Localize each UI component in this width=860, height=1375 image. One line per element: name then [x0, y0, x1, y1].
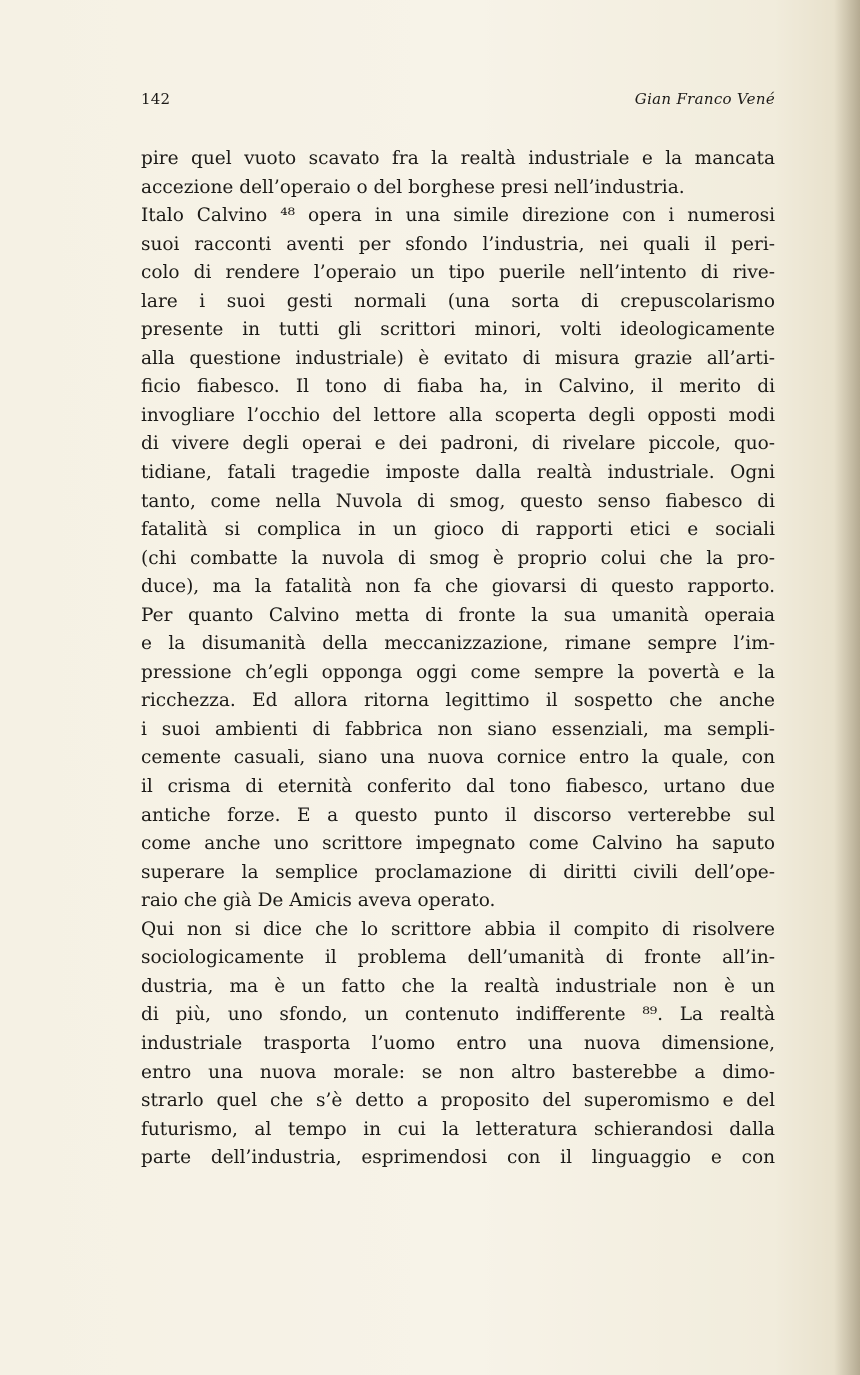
text-line: pire quel vuoto scavato fra la realtà industriale e la mancata [141, 148, 775, 169]
text-line: ricchezza. Ed allora ritorna legittimo il sospetto che anche [141, 690, 775, 712]
text-line: cemente casuali, siano una nuova cornice entro la quale, con [141, 747, 775, 769]
text-line: di più, uno sfondo, un contenuto indifferente ⁸⁹. La realtà [141, 1004, 775, 1026]
text-line: presente in tutti gli scrittori minori, volti ideologicamente [141, 319, 775, 341]
text-line: alla questione industriale) è evitato di misura grazie all’arti- [141, 347, 775, 369]
text-line: duce), ma la fatalità non fa che giovarsi di questo rapporto. [141, 576, 775, 598]
text-line: di vivere degli operai e dei padroni, di rivelare piccole, quo- [141, 433, 775, 455]
page-header [141, 90, 775, 118]
text-line: ficio fiabesco. Il tono di fiaba ha, in Calvino, il merito di [141, 376, 775, 398]
page-number: 142 [141, 90, 171, 108]
text-line: come anche uno scrittore impegnato come Calvino ha saputo [141, 833, 775, 855]
text-line: invogliare l’occhio del lettore alla scoperta degli opposti modi [141, 404, 775, 426]
text-line: superare la semplice proclamazione di diritti civili dell’ope- [141, 861, 775, 883]
text-line: sociologicamente il problema dell’umanità di fronte all’in- [141, 947, 775, 969]
text-line: tidiane, fatali tragedie imposte dalla realtà industriale. Ogni [141, 462, 775, 484]
text-line: raio che già De Amicis aveva operato. [141, 890, 496, 912]
text-line: Per quanto Calvino metta di fronte la sua umanità operaia [141, 604, 775, 626]
text-line: dustria, ma è un fatto che la realtà industriale non è un [141, 975, 775, 997]
text-line: antiche forze. E a questo punto il discorso verterebbe sul [141, 804, 775, 826]
text-line: Italo Calvino ⁴⁸ opera in una simile direzione con i numerosi [141, 205, 775, 227]
text-line: fatalità si complica in un gioco di rapporti etici e sociali [141, 519, 775, 541]
text-line: futurismo, al tempo in cui la letteratura schierandosi dalla [141, 1118, 775, 1140]
text-line: colo di rendere l’operaio un tipo puerile nell’intento di rive- [141, 262, 775, 284]
spine-shadow [834, 0, 860, 1375]
running-head: Gian Franco Vené [634, 90, 775, 108]
text-line: lare i suoi gesti normali (una sorta di crepuscolarismo [141, 290, 775, 312]
text-line: Qui non si dice che lo scrittore abbia il compito di risolvere [141, 918, 775, 940]
text-line: industriale trasporta l’uomo entro una nuova dimensione, [141, 1032, 775, 1054]
text-line: pressione ch’egli opponga oggi come sempre la povertà e la [141, 661, 775, 683]
text-line: i suoi ambienti di fabbrica non siano essenziali, ma sempli- [141, 718, 775, 740]
text-line: e la disumanità della meccanizzazione, rimane sempre l’im- [141, 633, 775, 655]
text-line: il crisma di eternità conferito dal tono fiabesco, urtano due [141, 776, 775, 798]
text-line: entro una nuova morale: se non altro basterebbe a dimo- [141, 1061, 775, 1083]
text-line: parte dell’industria, esprimendosi con il linguaggio e con [141, 1147, 775, 1169]
text-line: (chi combatte la nuvola di smog è proprio colui che la pro- [141, 547, 775, 569]
text-line: accezione dell’operaio o del borghese presi nell’industria. [141, 176, 685, 198]
text-line: tanto, come nella Nuvola di smog, questo senso fiabesco di [141, 490, 775, 512]
text-line: suoi racconti aventi per sfondo l’industria, nei quali il peri- [141, 233, 775, 255]
body-text [141, 145, 775, 1173]
text-line: strarlo quel che s’è detto a proposito del superomismo e del [141, 1090, 775, 1112]
